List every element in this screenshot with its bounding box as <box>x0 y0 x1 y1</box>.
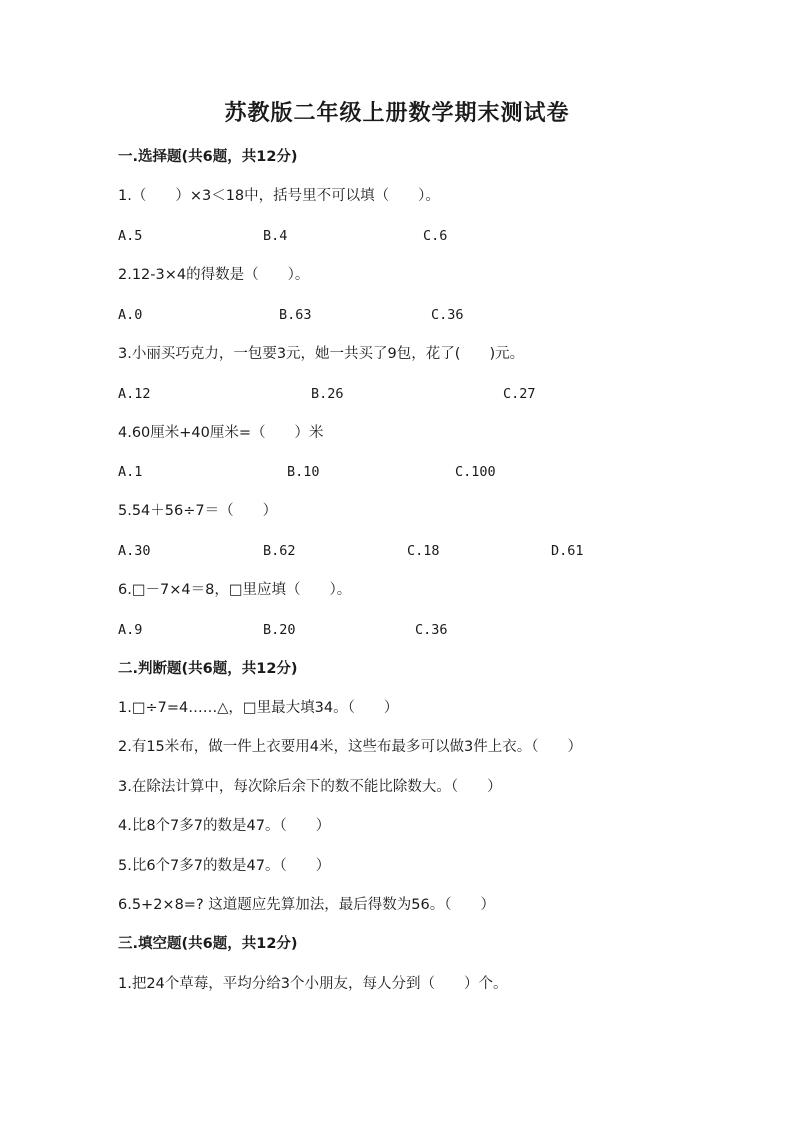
option-c: C.36 <box>431 307 464 323</box>
section-heading-choice: 一.选择题(共6题，共12分) <box>118 149 298 165</box>
option-b: B.62 <box>263 543 296 559</box>
page-title: 苏教版二年级上册数学期末测试卷 <box>224 100 570 126</box>
section-heading-judgment: 二.判断题(共6题，共12分) <box>118 661 298 677</box>
option-b: B.20 <box>263 622 296 638</box>
question-text: 1.（ ）×3＜18中，括号里不可以填（ ）。 <box>118 188 440 204</box>
question-text: 1.把24个草莓，平均分给3个小朋友，每人分到（ ）个。 <box>118 976 508 992</box>
option-c: C.27 <box>503 386 536 402</box>
question-text: 3.小丽买巧克力，一包要3元，她一共买了9包，花了( )元。 <box>118 346 525 362</box>
option-d: D.61 <box>551 543 584 559</box>
question-text: 1.□÷7=4……△，□里最大填34。（ ） <box>118 700 399 716</box>
question-text: 3.在除法计算中，每次除后余下的数不能比除数大。（ ） <box>118 779 502 795</box>
option-a: A.9 <box>118 622 143 638</box>
question-text: 5.比6个7多7的数是47。（ ） <box>118 858 331 874</box>
option-b: B.4 <box>263 228 288 244</box>
question-text: 6.5+2×8=? 这道题应先算加法，最后得数为56。（ ） <box>118 897 495 913</box>
option-b: B.26 <box>311 386 344 402</box>
question-text: 4.比8个7多7的数是47。（ ） <box>118 818 331 834</box>
option-a: A.12 <box>118 386 151 402</box>
option-c: C.6 <box>423 228 448 244</box>
question-text: 2.有15米布，做一件上衣要用4米，这些布最多可以做3件上衣。（ ） <box>118 739 582 755</box>
option-a: A.30 <box>118 543 151 559</box>
question-text: 5.54＋56÷7＝（ ） <box>118 503 278 519</box>
option-a: A.0 <box>118 307 143 323</box>
option-c: C.18 <box>407 543 440 559</box>
option-b: B.10 <box>287 464 320 480</box>
option-a: A.5 <box>118 228 143 244</box>
option-a: A.1 <box>118 464 143 480</box>
option-c: C.36 <box>415 622 448 638</box>
option-c: C.100 <box>455 464 496 480</box>
option-b: B.63 <box>279 307 312 323</box>
question-text: 4.60厘米+40厘米=（ ）米 <box>118 425 324 441</box>
question-text: 2.12-3×4的得数是（ ）。 <box>118 267 310 283</box>
question-text: 6.□－7×4＝8，□里应填（ ）。 <box>118 582 352 598</box>
section-heading-fill: 三.填空题(共6题，共12分) <box>118 936 298 952</box>
